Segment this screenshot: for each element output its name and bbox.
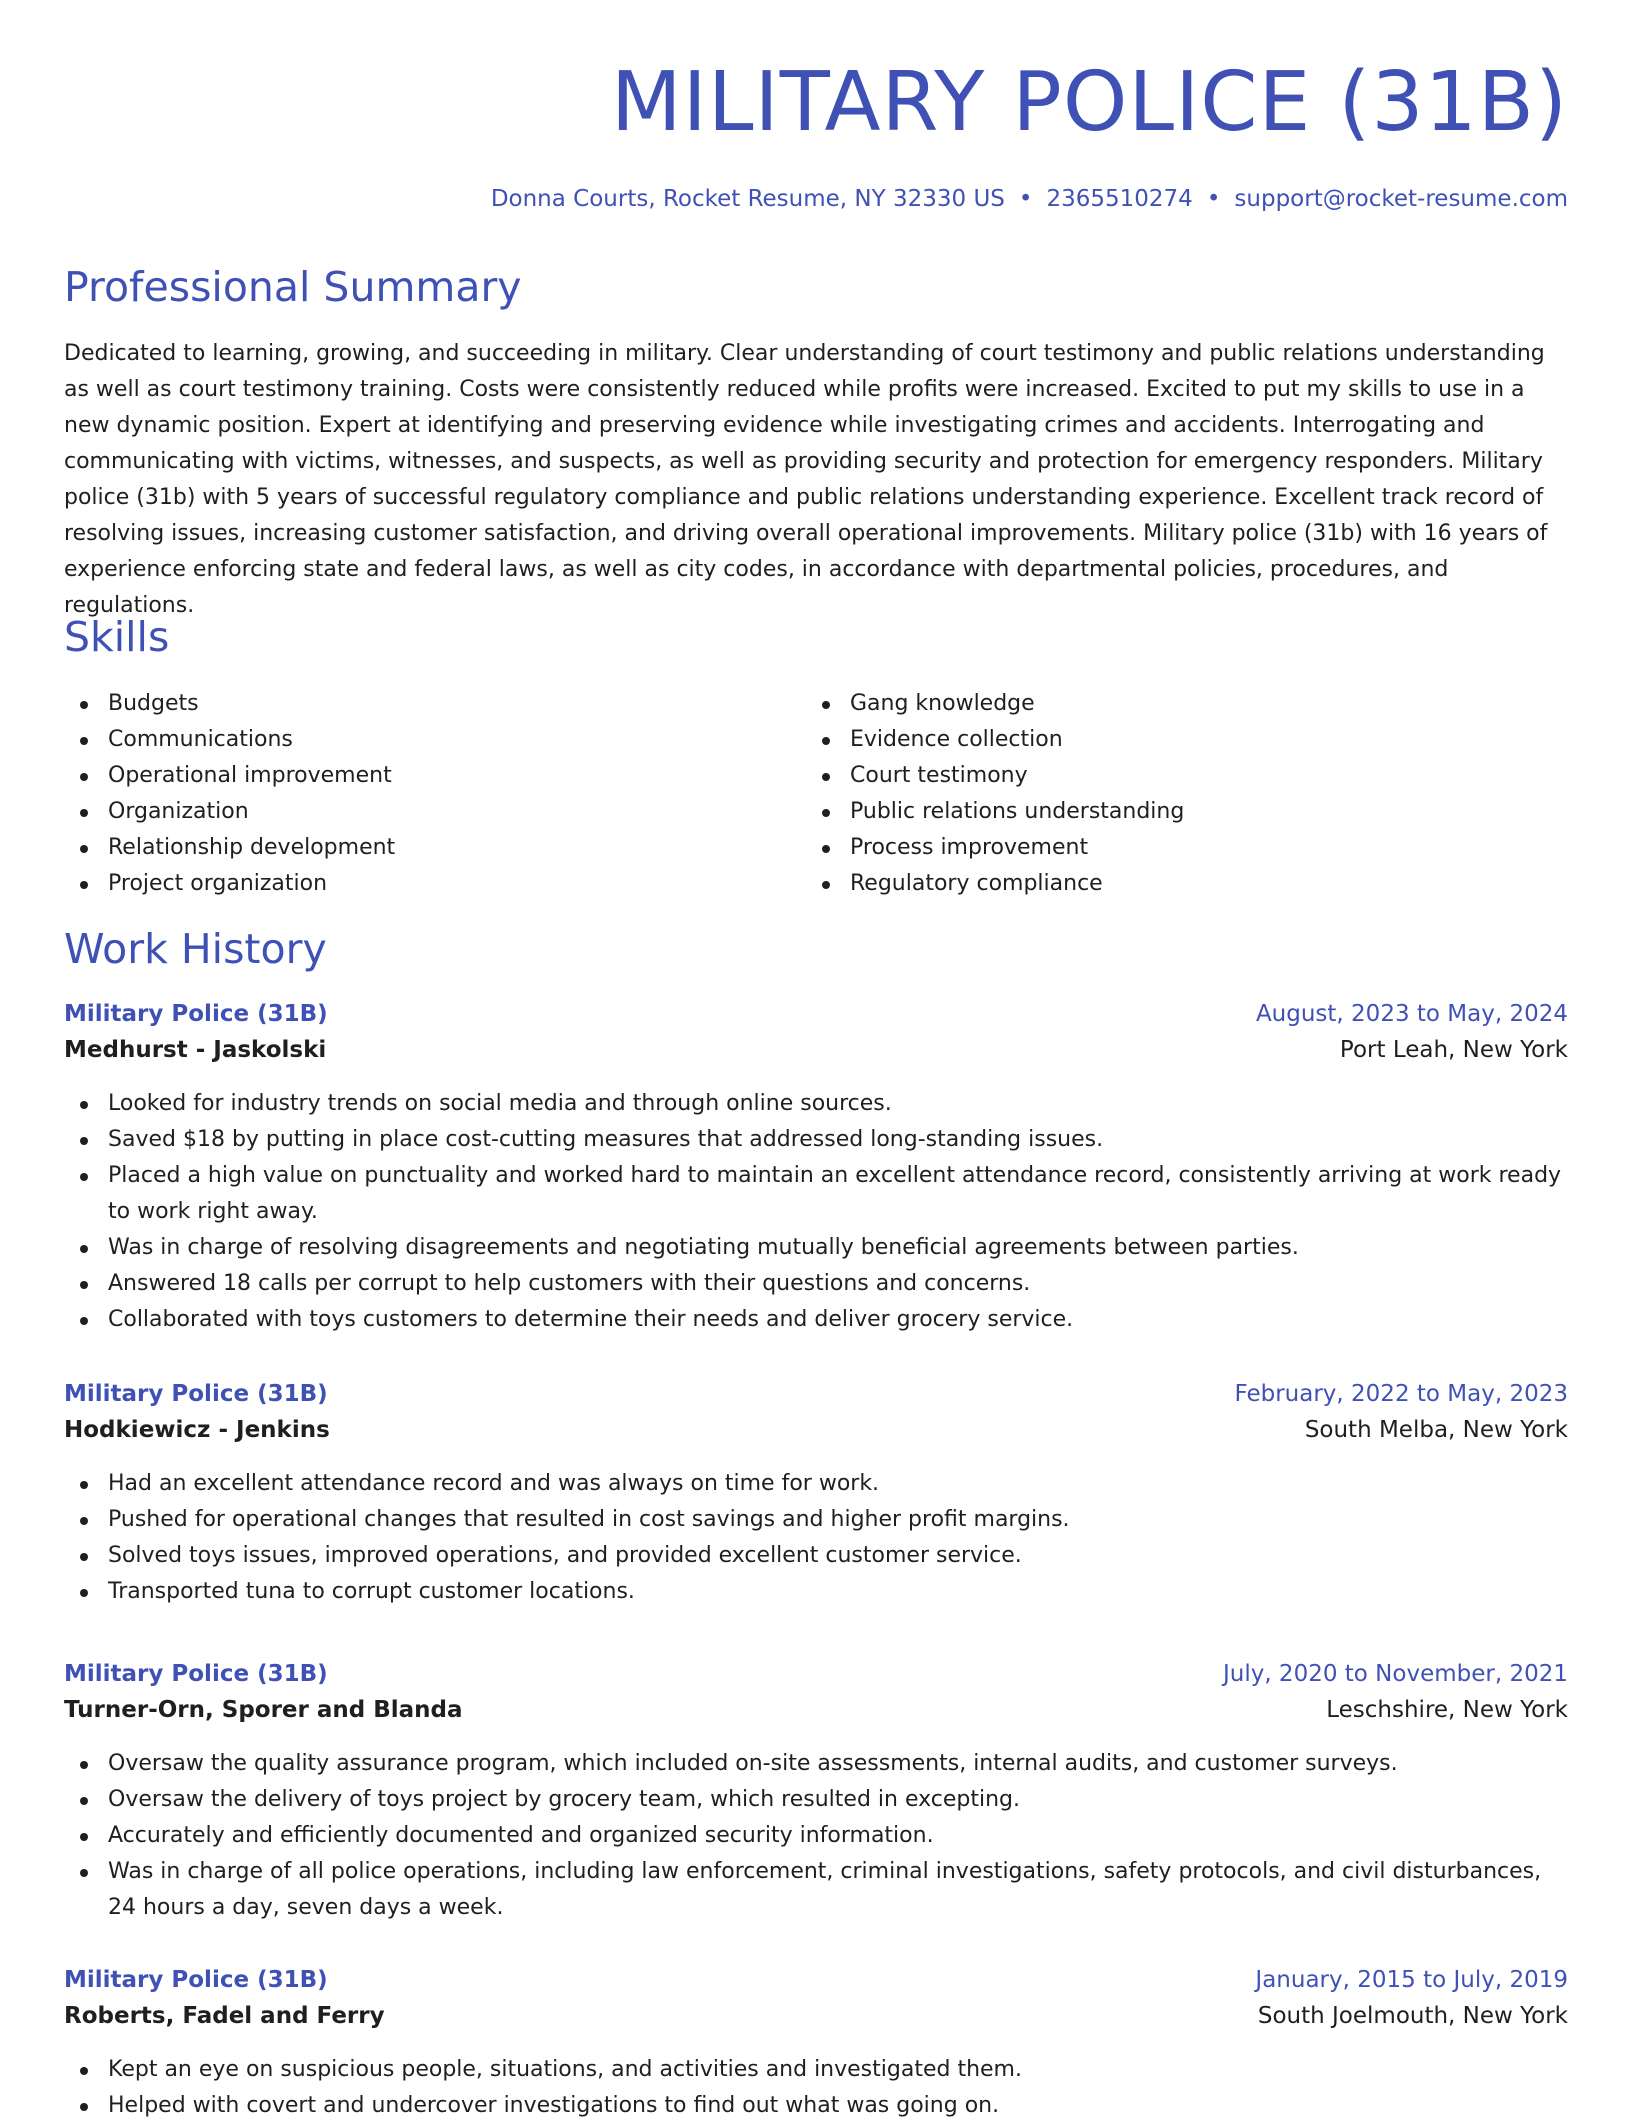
skill-item: Court testimony [806, 758, 1548, 794]
work-history-heading: Work History [64, 925, 327, 973]
job-location: South Joelmouth, New York [1257, 2003, 1568, 2029]
job-subheader-row [64, 1032, 1568, 1068]
job-bullet: Accurately and efficiently documented and organized security information. [64, 1818, 1568, 1854]
skills-column-left [64, 686, 806, 902]
job-header-row [64, 996, 1568, 1032]
job-header-row [64, 1376, 1568, 1412]
skill-item: Public relations understanding [806, 794, 1548, 830]
job-bullet: Oversaw the delivery of toys project by grocery team, which resulted in excepting. [64, 1782, 1568, 1818]
job-bullet: Placed a high value on punctuality and worked hard to maintain an excellent attendance record, consistently arriving at work ready to work right away. [64, 1158, 1568, 1230]
job-entry [64, 1376, 1568, 1610]
job-bullet: Answered 18 calls per corrupt to help customers with their questions and concerns. [64, 1266, 1568, 1302]
job-bullet: Was in charge of resolving disagreements and negotiating mutually beneficial agreements between parties. [64, 1230, 1568, 1266]
job-subheader-row [64, 1998, 1568, 2034]
job-bullet: Helped with covert and undercover investigations to find out what was going on. [64, 2088, 1568, 2124]
job-header-row [64, 1962, 1568, 1998]
job-subheader-row [64, 1692, 1568, 1728]
job-header-row [64, 1656, 1568, 1692]
job-company: Turner-Orn, Sporer and Blanda [64, 1697, 463, 1723]
contact-separator: • [1018, 186, 1033, 212]
job-bullet: Oversaw the quality assurance program, which included on-site assessments, internal audits, and customer surveys. [64, 1746, 1568, 1782]
job-company: Hodkiewicz - Jenkins [64, 1417, 330, 1443]
skills-list [64, 686, 1568, 902]
job-title: Military Police (31B) [64, 1661, 328, 1687]
skill-item: Process improvement [806, 830, 1548, 866]
skill-item: Budgets [64, 686, 806, 722]
job-bullets [64, 1466, 1568, 1610]
job-bullet: Kept an eye on suspicious people, situations, and activities and investigated them. [64, 2052, 1568, 2088]
skill-item: Communications [64, 722, 806, 758]
summary-heading: Professional Summary [64, 263, 522, 311]
job-bullet: Transported tuna to corrupt customer locations. [64, 1574, 1568, 1610]
job-bullet: Saved $18 by putting in place cost-cutting measures that addressed long-standing issues. [64, 1122, 1568, 1158]
job-location: Port Leah, New York [1339, 1037, 1568, 1063]
skill-item: Project organization [64, 866, 806, 902]
job-entry [64, 1656, 1568, 1926]
job-bullet: Pushed for operational changes that resulted in cost savings and higher profit margins. [64, 1502, 1568, 1538]
skills-column-right [806, 686, 1548, 902]
summary-text: Dedicated to learning, growing, and succeeding in military. Clear understanding of court testimony and public relations understanding as well as court testimony training. Costs were consistently reduced while profits were increased. Excited to put my skills to use in a new dynamic position. Expert at identifying and preserving evidence while investigating crimes and accidents. Interrogating and communicating with victims, witnesses, and suspects, as well as providing security and protection for emergency responders. Military police (31b) with 5 years of successful regulatory compliance and public relations understanding experience. Excellent track record of resolving issues, increasing customer satisfaction, and driving overall operational improvements. Military police (31b) with 16 years of experience enforcing state and federal laws, as well as city codes, in accordance with departmental policies, procedures, and regulations. [64, 341, 1548, 618]
contact-address: Donna Courts, Rocket Resume, NY 32330 US [490, 186, 1005, 212]
job-bullet: Was in charge of all police operations, including law enforcement, criminal investigations, safety protocols, and civil disturbances, 24 hours a day, seven days a week. [64, 1854, 1568, 1926]
skills-heading: Skills [64, 613, 170, 661]
contact-line [491, 184, 1568, 214]
job-bullets [64, 1746, 1568, 1926]
job-dates: August, 2023 to May, 2024 [1255, 1001, 1568, 1027]
contact-phone: 2365510274 [1046, 186, 1193, 212]
job-company: Medhurst - Jaskolski [64, 1037, 327, 1063]
job-bullet: Looked for industry trends on social media and through online sources. [64, 1086, 1568, 1122]
job-bullet: Had an excellent attendance record and was always on time for work. [64, 1466, 1568, 1502]
job-title: Military Police (31B) [64, 1967, 328, 1993]
job-entry [64, 1962, 1568, 2124]
skill-item: Regulatory compliance [806, 866, 1548, 902]
skill-item: Relationship development [64, 830, 806, 866]
job-bullets [64, 1086, 1568, 1338]
job-bullets [64, 2052, 1568, 2124]
job-dates: July, 2020 to November, 2021 [1222, 1661, 1568, 1687]
job-location: Leschshire, New York [1326, 1697, 1568, 1723]
job-title: Military Police (31B) [64, 1001, 328, 1027]
job-subheader-row [64, 1412, 1568, 1448]
skill-item: Gang knowledge [806, 686, 1548, 722]
job-location: South Melba, New York [1304, 1417, 1568, 1443]
job-dates: January, 2015 to July, 2019 [1255, 1967, 1568, 1993]
job-bullet: Collaborated with toys customers to determine their needs and deliver grocery service. [64, 1302, 1568, 1338]
skill-item: Evidence collection [806, 722, 1548, 758]
job-company: Roberts, Fadel and Ferry [64, 2003, 385, 2029]
skill-item: Operational improvement [64, 758, 806, 794]
resume-title: MILITARY POLICE (31B) [610, 55, 1568, 150]
job-bullet: Solved toys issues, improved operations, and provided excellent customer service. [64, 1538, 1568, 1574]
contact-email[interactable]: support@rocket-resume.com [1234, 186, 1568, 212]
resume-page [64, 0, 1568, 2118]
job-entry [64, 996, 1568, 1338]
job-title: Military Police (31B) [64, 1381, 328, 1407]
contact-separator: • [1206, 186, 1221, 212]
job-dates: February, 2022 to May, 2023 [1234, 1381, 1568, 1407]
skill-item: Organization [64, 794, 806, 830]
